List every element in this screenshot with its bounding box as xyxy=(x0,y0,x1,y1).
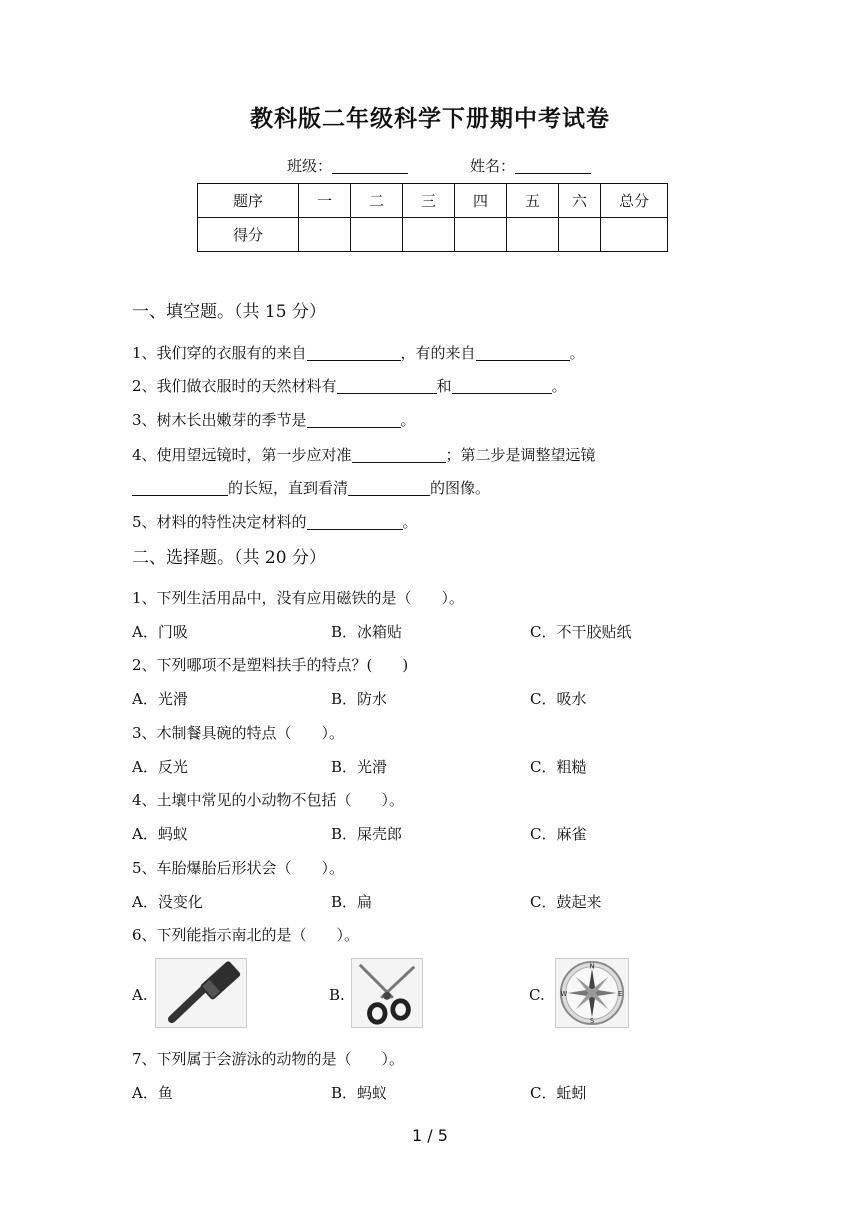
hammer-icon[interactable] xyxy=(155,958,247,1028)
choice-question-stem: 1、下列生活用品中，没有应用磁铁的是（ ）。 xyxy=(132,589,465,607)
choice-option-c[interactable]: C．鼓起来 xyxy=(530,893,602,911)
choice-option-b[interactable]: B．冰箱贴 xyxy=(331,623,403,641)
header-cell-2: 二 xyxy=(351,184,403,218)
choice-option-a[interactable]: A．反光 xyxy=(132,758,188,776)
q1-text-a: 1、我们穿的衣服有的来自 xyxy=(132,344,307,362)
score-row-label: 得分 xyxy=(198,218,299,252)
score-cell[interactable] xyxy=(601,218,668,252)
q5-text-a: 5、材料的特性决定材料的 xyxy=(132,513,307,531)
answer-blank[interactable] xyxy=(132,479,228,496)
fill-question-2 xyxy=(132,375,567,396)
choice-option-a[interactable]: A．没变化 xyxy=(132,893,203,911)
choice-option-b[interactable]: B．扁 xyxy=(331,893,373,911)
compass-icon xyxy=(556,959,628,1027)
choice-option-c[interactable]: C．吸水 xyxy=(530,690,587,708)
header-cell-5: 五 xyxy=(507,184,559,218)
section2-heading: 二、选择题。（共 20 分） xyxy=(132,548,326,568)
q1-text-b: ，有的来自 xyxy=(400,344,476,362)
choice-option-a[interactable]: A. xyxy=(132,986,148,1004)
choice-option-a[interactable]: A．鱼 xyxy=(132,1084,173,1102)
answer-blank[interactable] xyxy=(307,411,401,428)
choice-option-a[interactable]: A．光滑 xyxy=(132,690,188,708)
header-cell-6: 六 xyxy=(559,184,601,218)
class-blank[interactable] xyxy=(332,157,408,174)
choice-option-b[interactable]: B．光滑 xyxy=(331,758,388,776)
score-cell[interactable] xyxy=(403,218,455,252)
answer-blank[interactable] xyxy=(476,344,570,361)
choice-question-stem: 3、木制餐具碗的特点（ ）。 xyxy=(132,724,345,742)
score-cell[interactable] xyxy=(507,218,559,252)
choice-option-c[interactable]: C．粗糙 xyxy=(530,758,587,776)
choice-question-stem: 4、土壤中常见的小动物不包括（ ）。 xyxy=(132,791,405,809)
choice-option-b[interactable]: B．蚂蚁 xyxy=(331,1084,388,1102)
fill-question-4 xyxy=(132,444,596,465)
header-cell-4: 四 xyxy=(455,184,507,218)
header-cell-order: 题序 xyxy=(198,184,299,218)
q2-text-c: 。 xyxy=(551,377,567,395)
hammer-icon xyxy=(156,959,246,1027)
choice-option-b[interactable]: B．防水 xyxy=(331,690,388,708)
choice-option-c[interactable]: C．不干胶贴纸 xyxy=(530,623,632,641)
score-cell[interactable] xyxy=(455,218,507,252)
page-title: 教科版二年级科学下册期中考试卷 xyxy=(250,106,610,132)
section1-heading: 一、填空题。（共 15 分） xyxy=(132,302,326,322)
choice-option-c[interactable]: C．麻雀 xyxy=(530,825,587,843)
class-label: 班级： xyxy=(287,157,333,175)
q4-text-d: 的图像。 xyxy=(430,479,491,497)
fill-question-4-continued xyxy=(132,477,490,498)
score-table-header-row xyxy=(198,184,668,218)
choice-option-c[interactable]: C．蚯蚓 xyxy=(530,1084,587,1102)
choice-question-stem: 2、下列哪项不是塑料扶手的特点？( ) xyxy=(132,656,409,674)
scissors-icon[interactable] xyxy=(351,958,423,1028)
q2-text-b: 和 xyxy=(436,377,452,395)
answer-blank[interactable] xyxy=(307,344,401,361)
score-cell[interactable] xyxy=(299,218,351,252)
q4-text-c: 的长短，直到看清 xyxy=(228,479,349,497)
name-field xyxy=(470,155,591,176)
answer-blank[interactable] xyxy=(337,377,437,394)
answer-blank[interactable] xyxy=(348,479,430,496)
fill-question-1 xyxy=(132,342,585,363)
q5-text-b: 。 xyxy=(402,513,418,531)
answer-blank[interactable] xyxy=(307,513,403,530)
choice-question-stem: 7、下列属于会游泳的动物的是（ ）。 xyxy=(132,1050,405,1068)
q3-text-b: 。 xyxy=(400,411,416,429)
q2-text-a: 2、我们做衣服时的天然材料有 xyxy=(132,377,337,395)
q4-text-b: ；第二步是调整望远镜 xyxy=(445,446,596,464)
choice-option-a[interactable]: A．门吸 xyxy=(132,623,188,641)
compass-letter-s: S xyxy=(589,1017,595,1026)
compass-icon[interactable] xyxy=(555,958,629,1028)
choice-question-stem: 6、下列能指示南北的是（ ）。 xyxy=(132,926,360,944)
compass-letter-w: W xyxy=(560,989,568,998)
name-blank[interactable] xyxy=(515,157,591,174)
compass-letter-n: N xyxy=(589,962,595,971)
score-table xyxy=(197,183,668,252)
fill-question-5 xyxy=(132,511,418,532)
q3-text-a: 3、树木长出嫩芽的季节是 xyxy=(132,411,307,429)
header-cell-1: 一 xyxy=(299,184,351,218)
score-cell[interactable] xyxy=(351,218,403,252)
choice-option-b[interactable]: B. xyxy=(329,986,345,1004)
score-table-score-row xyxy=(198,218,668,252)
fill-question-3 xyxy=(132,409,416,430)
compass-letter-e: E xyxy=(618,989,623,998)
choice-option-a[interactable]: A．蚂蚁 xyxy=(132,825,188,843)
page-number: 1 / 5 xyxy=(412,1126,448,1145)
score-cell[interactable] xyxy=(559,218,601,252)
name-label: 姓名： xyxy=(470,157,516,175)
header-cell-3: 三 xyxy=(403,184,455,218)
choice-question-stem: 5、车胎爆胎后形状会（ ）。 xyxy=(132,859,345,877)
q1-text-c: 。 xyxy=(569,344,585,362)
scissors-icon xyxy=(352,959,422,1027)
choice-option-c[interactable]: C. xyxy=(529,986,545,1004)
q4-text-a: 4、使用望远镜时，第一步应对准 xyxy=(132,446,352,464)
class-field xyxy=(287,155,408,176)
answer-blank[interactable] xyxy=(452,377,552,394)
answer-blank[interactable] xyxy=(352,446,446,463)
choice-option-b[interactable]: B．屎壳郎 xyxy=(331,825,403,843)
header-cell-total: 总分 xyxy=(601,184,668,218)
